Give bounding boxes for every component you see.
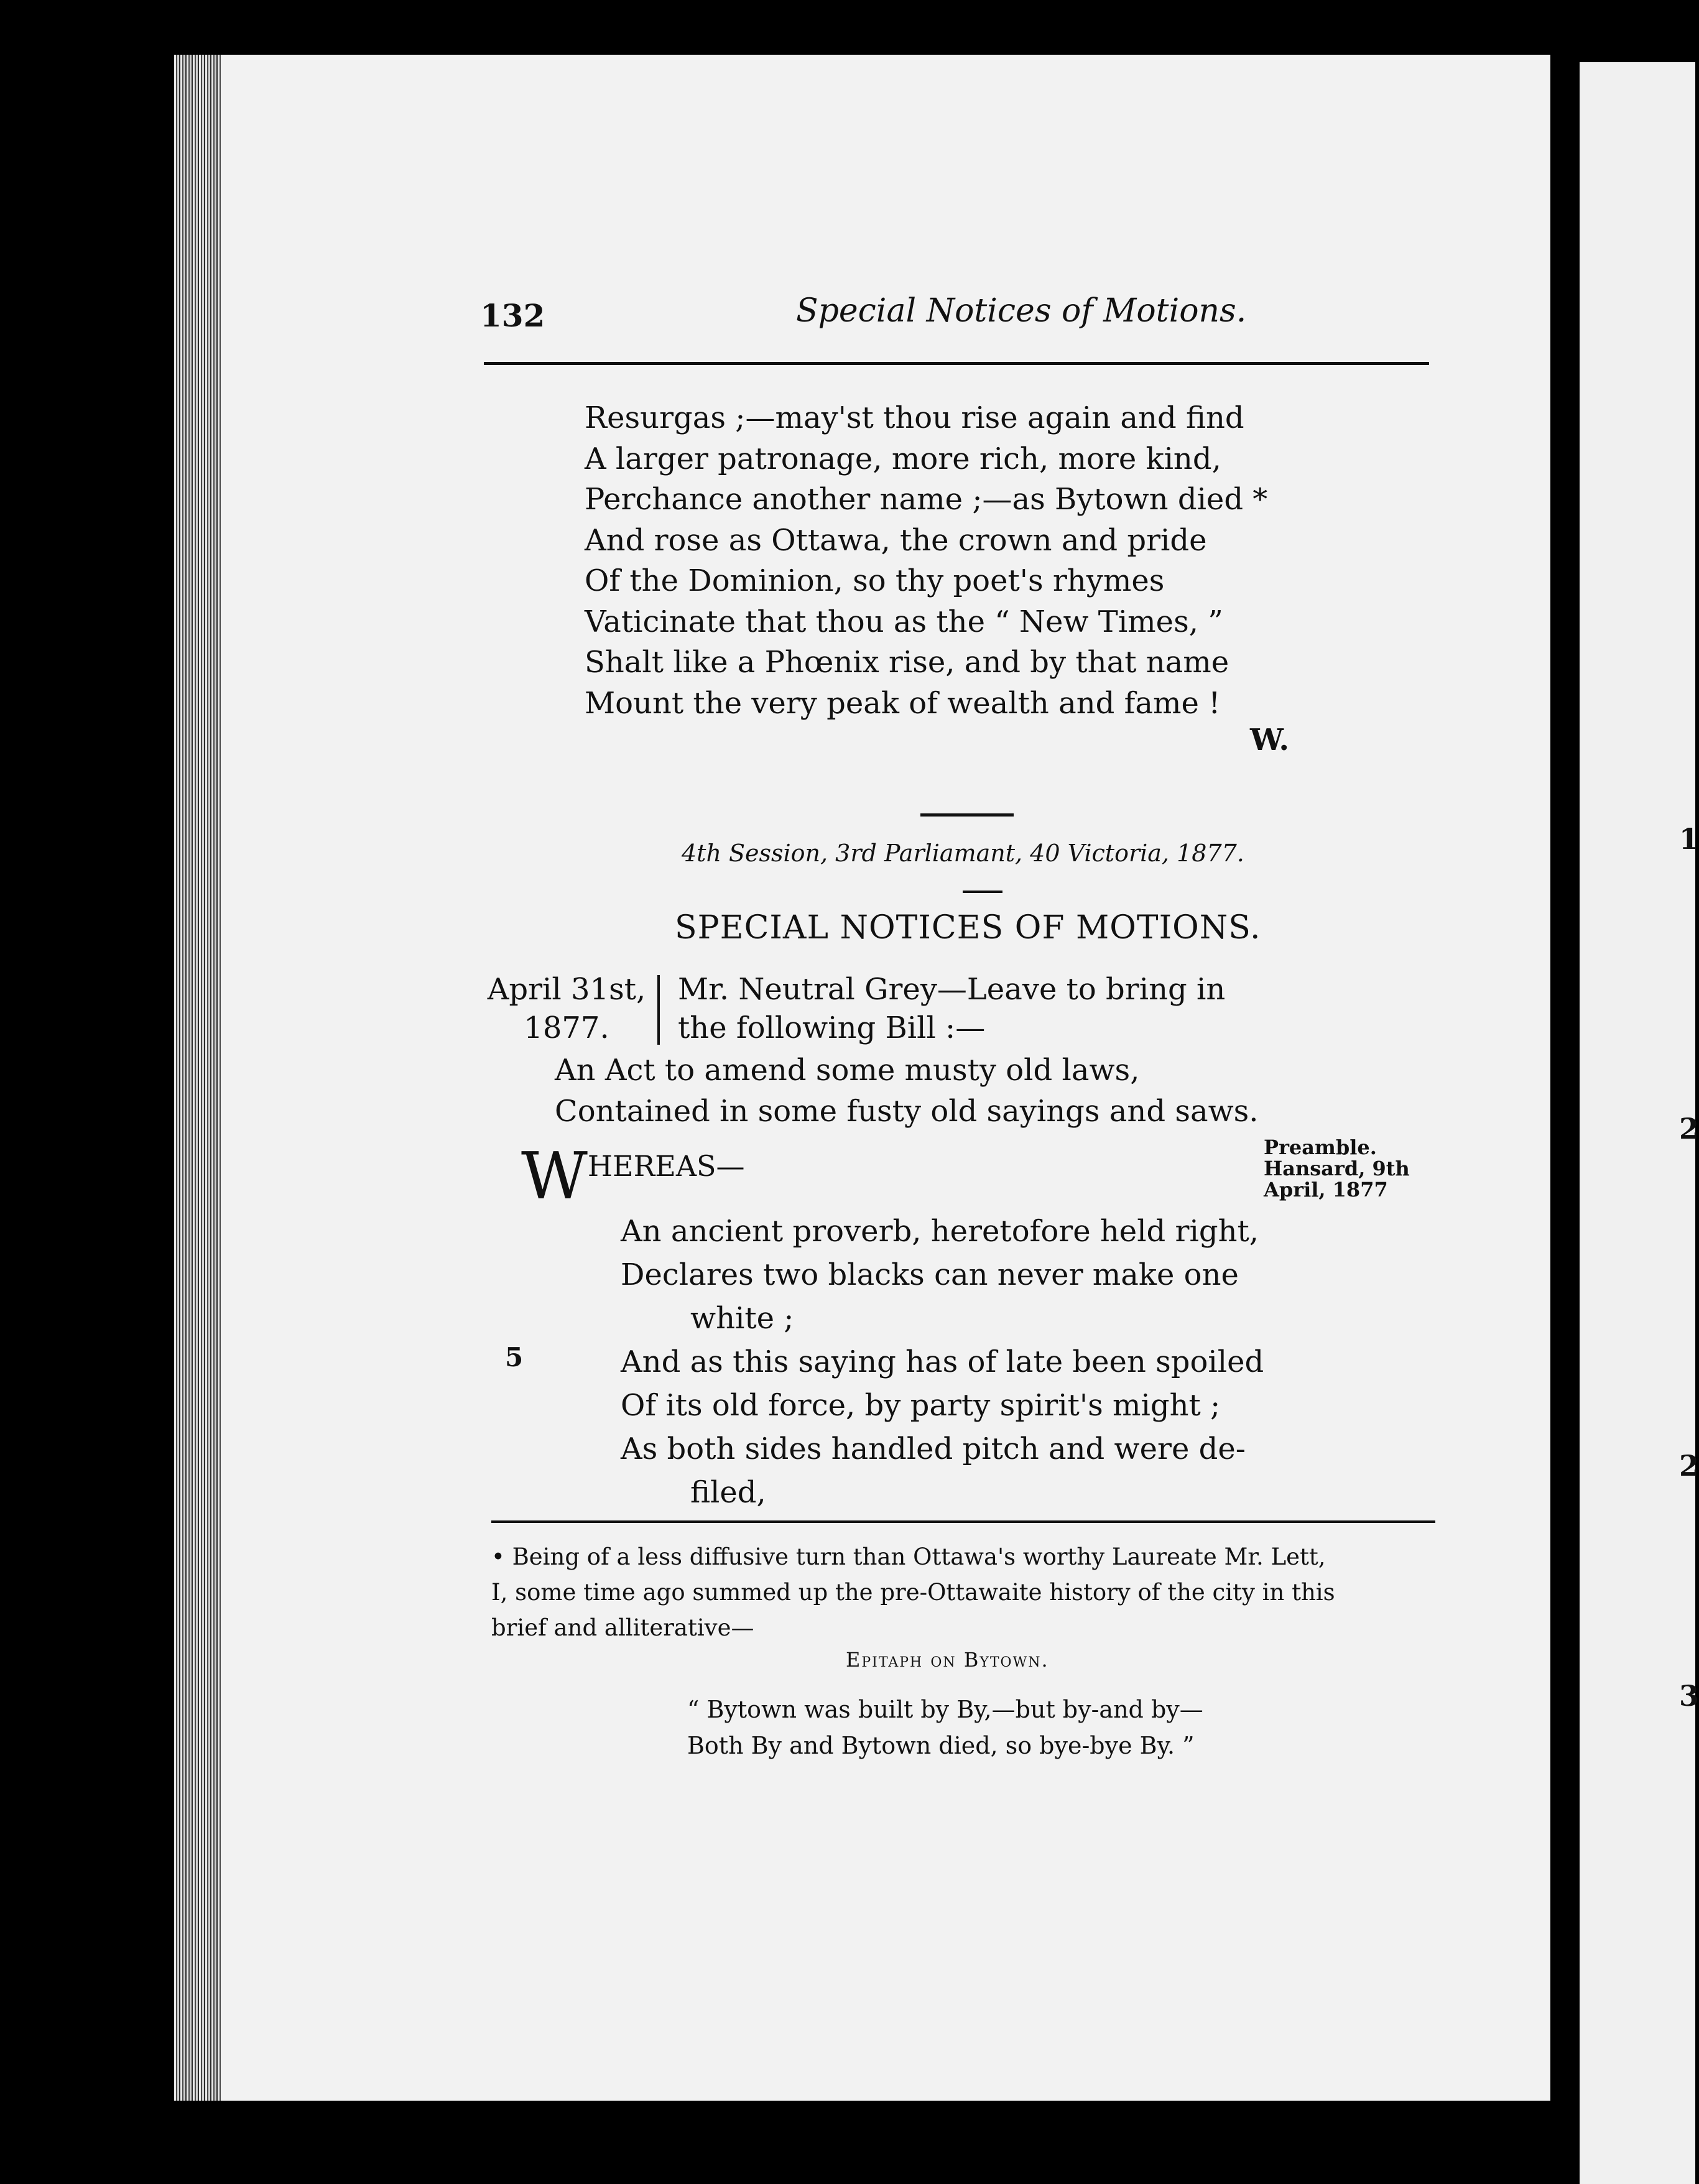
date-line: April 31st, xyxy=(487,972,646,1007)
verse-line: Of its old force, by party spirit's might ; xyxy=(621,1388,1221,1423)
poem-line: Vaticinate that thou as the “ New Times, ” xyxy=(585,604,1223,639)
verse-line: Declares two blacks can never make one xyxy=(621,1257,1239,1292)
epitaph xyxy=(687,1691,1203,1764)
motion-text xyxy=(678,970,1225,1047)
footnote-line: • Being of a less diffusive turn than Ottawa's worthy Laureate Mr. Lett, xyxy=(491,1543,1326,1570)
verse-line: As both sides handled pitch and were de- xyxy=(621,1432,1246,1466)
epitaph-line: Both By and Bytown died, so bye-bye By. ” xyxy=(687,1732,1195,1759)
epitaph-title: Epitaph on Bytown. xyxy=(846,1648,1049,1672)
date-separator xyxy=(657,975,660,1045)
verse-line: And as this saying has of late been spoiled xyxy=(621,1344,1264,1379)
verse-line: white ; xyxy=(690,1301,794,1336)
footnote-rule xyxy=(491,1520,1435,1523)
poem-line: Resurgas ;—may'st thou rise again and find xyxy=(585,400,1244,435)
margin-note-line: Preamble. xyxy=(1264,1136,1377,1159)
motion-date xyxy=(485,970,648,1047)
running-head: Special Notices of Motions. xyxy=(796,292,1247,330)
verse-line: filed, xyxy=(690,1475,766,1510)
facing-page-digit: 2 xyxy=(1679,1112,1699,1145)
act-line: An Act to amend some musty old laws, xyxy=(555,1053,1140,1088)
motion-line: Mr. Neutral Grey—Leave to bring in xyxy=(678,972,1226,1007)
margin-note-line: April, 1877 xyxy=(1264,1178,1388,1201)
line-number: 5 xyxy=(505,1342,524,1372)
short-divider xyxy=(963,891,1002,893)
date-line: 1877. xyxy=(524,1011,609,1045)
session-line: 4th Session, 3rd Parliamant, 40 Victoria, 1877. xyxy=(682,840,1244,867)
verse-line: An ancient proverb, heretofore held right, xyxy=(621,1214,1259,1249)
whereas-rest: HEREAS— xyxy=(587,1149,745,1183)
act-title xyxy=(555,1050,1259,1132)
whereas-clause xyxy=(521,1138,745,1214)
verse xyxy=(621,1210,1264,1514)
facing-page-digit: 2 xyxy=(1679,1449,1699,1483)
footnote-line: I, some time ago summed up the pre-Ottawaite history of the city in this xyxy=(491,1579,1335,1606)
epitaph-line: “ Bytown was built by By,—but by-and by— xyxy=(687,1696,1203,1723)
act-line: Contained in some fusty old sayings and saws. xyxy=(555,1094,1259,1129)
poem-line: Mount the very peak of wealth and fame ! xyxy=(585,685,1221,721)
signature: W. xyxy=(1250,723,1290,757)
section-heading: SPECIAL NOTICES OF MOTIONS. xyxy=(675,909,1261,946)
header-rule xyxy=(484,362,1429,365)
facing-page-digit: 3 xyxy=(1679,1679,1699,1713)
poem-line: A larger patronage, more rich, more kind, xyxy=(585,441,1221,476)
page-number: 132 xyxy=(480,297,545,334)
margin-note-line: Hansard, 9th xyxy=(1264,1157,1410,1180)
poem-line: Shalt like a Phœnix rise, and by that name xyxy=(585,645,1229,680)
poem-line: Of the Dominion, so thy poet's rhymes xyxy=(585,563,1165,598)
poem-line: And rose as Ottawa, the crown and pride xyxy=(585,522,1207,558)
motion-line: the following Bill :— xyxy=(678,1011,986,1045)
facing-page xyxy=(1580,62,1695,2184)
poem xyxy=(585,398,1267,724)
footnote-line: brief and alliterative— xyxy=(491,1614,754,1641)
facing-page-digit: 1 xyxy=(1679,822,1699,856)
poem-line: Perchance another name ;—as Bytown died * xyxy=(585,482,1268,517)
book-page-edges xyxy=(174,55,224,2101)
margin-note xyxy=(1264,1137,1410,1200)
section-divider xyxy=(920,813,1014,817)
drop-cap: W xyxy=(521,1138,588,1214)
footnote xyxy=(491,1539,1335,1645)
